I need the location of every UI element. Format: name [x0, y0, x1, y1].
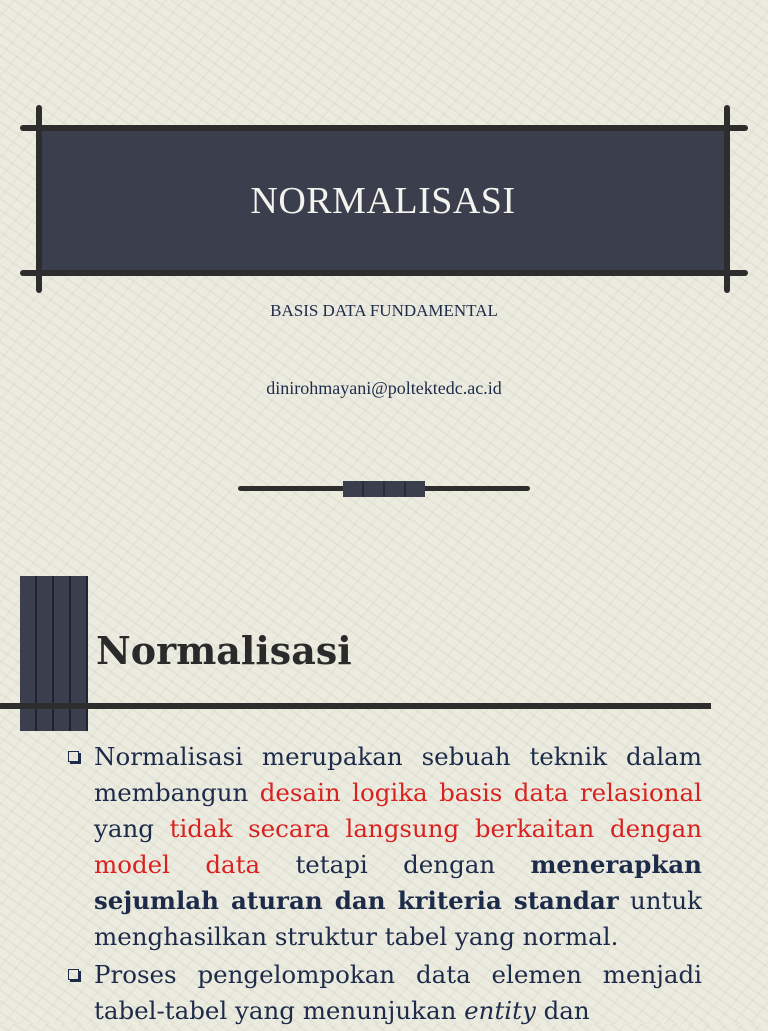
- bullet-text-segment: dan: [535, 996, 590, 1025]
- hollow-square-bullet-icon: [68, 957, 94, 980]
- slide-title: NORMALISASI: [250, 180, 516, 222]
- bullet-text-segment: Normalisasi merupakan sebuah teknik dalam membangun: [94, 742, 702, 807]
- bullet-text-italic: entity: [464, 996, 536, 1025]
- bullet-text-segment: tetapi dengan: [260, 850, 531, 879]
- bullet-list: [68, 739, 702, 1031]
- bullet-text-highlight: desain logika basis data relasional: [259, 778, 702, 807]
- bullet-text: [94, 957, 702, 1029]
- bullet-item: [68, 739, 702, 955]
- bullet-text-segment: Proses pengelompokan data elemen menjadi tabel-tabel yang menunjukan: [94, 960, 702, 1025]
- content-heading: Normalisasi: [96, 628, 352, 673]
- heading-rule: [0, 703, 711, 709]
- author-email: dinirohmayani@poltektedc.ac.id: [266, 378, 502, 398]
- bullet-text-highlight: tidak secara langsung berkaitan dengan model data: [94, 814, 702, 879]
- bullet-text: [94, 739, 702, 955]
- bullet-text-emphasis: menerapkan sejumlah aturan dan kriteria standar: [94, 850, 702, 915]
- slide-subtitle: BASIS DATA FUNDAMENTAL: [270, 301, 498, 320]
- bullet-item: [68, 957, 702, 1029]
- hollow-square-bullet-icon: [68, 739, 94, 762]
- bullet-text-segment: untuk menghasilkan struktur tabel yang normal.: [94, 886, 702, 951]
- divider-ornament: [343, 481, 425, 497]
- bullet-text-segment: yang: [94, 814, 170, 843]
